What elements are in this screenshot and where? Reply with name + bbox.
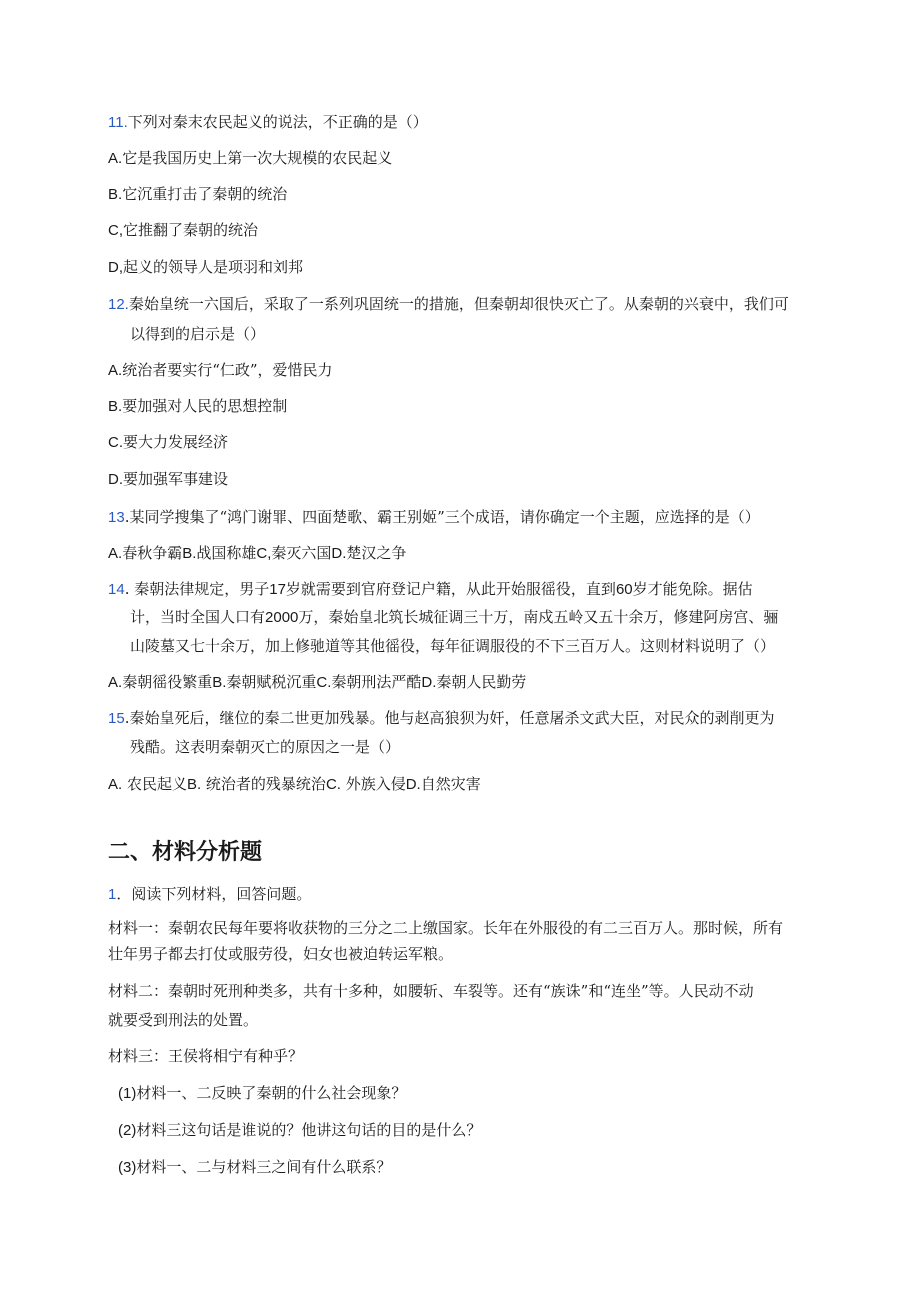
option-b: B.要加强对人民的思想控制 [108,397,288,415]
material-1-cont: 壮年男子都去打仗或服劳役，妇女也被迫转运军粮。 [108,945,454,963]
question-12-stem: 12.秦始皇统一六国后，采取了一系列巩固统一的措施，但秦朝却很快灭亡了。从秦朝的兴衰中，我们可 [108,295,789,313]
material-1: 材料一：秦朝农民每年要将收获物的三分之二上缴国家。长年在外服役的有二三百万人。那时候，所有 [108,919,784,937]
material-2-cont: 就要受到刑法的处置。 [108,1011,259,1029]
question-11-stem: 11.下列对秦末农民起义的说法，不正确的是（） [108,113,428,131]
section-heading: 二、材料分析题 [108,840,263,865]
section2-question-1-stem: 1．阅读下列材料，回答问题。 [108,885,312,903]
question-13-stem: 13.某同学搜集了“鸿门谢罪、四面楚歌、霸王别姬”三个成语，请你确定一个主题，应选择的是（） [108,508,760,526]
question-13-options: A.春秋争霸B.战国称雄C,秦灭六国D.楚汉之争 [108,544,407,562]
option-c: C.要大力发展经济 [108,433,229,451]
question-number: 13 [108,509,125,526]
question-12-stem-cont: 以得到的启示是（） [130,325,266,343]
option-a: A.它是我国历史上第一次大规模的农民起义 [108,149,393,167]
option-d: D.要加强军事建设 [108,470,229,488]
question-14-options: A.秦朝徭役繁重B.秦朝赋税沉重C.秦朝刑法严酷D.秦朝人民勤劳 [108,673,527,691]
question-number: 11. [108,114,128,131]
question-14-stem-cont: 计，当时全国人口有2000万，秦始皇北筑长城征调三十万，南戍五岭又五十余万，修建阿房宫、骊 [130,608,779,626]
sub-question-2: (2)材料三这句话是谁说的？他讲这句话的目的是什么？ [118,1121,482,1139]
material-3: 材料三：王侯将相宁有种乎？ [108,1047,304,1065]
question-15-stem: 15.秦始皇死后，继位的秦二世更加残暴。他与赵高狼狈为奸，任意屠杀文武大臣，对民众的剥削更为 [108,709,775,727]
option-c: C,它推翻了秦朝的统治 [108,221,259,239]
question-number: 12. [108,296,129,313]
sub-question-3: (3)材料一、二与材料三之间有什么联系？ [118,1158,392,1176]
question-number: 15 [108,710,125,727]
sub-question-1: (1)材料一、二反映了秦朝的什么社会现象？ [118,1084,407,1102]
question-number: 14 [108,581,125,598]
question-15-stem-cont: 残酷。这表明秦朝灭亡的原因之一是（） [130,738,401,756]
option-b: B.它沉重打击了秦朝的统治 [108,185,288,203]
question-15-options: A. 农民起义B. 统治者的残暴统治C. 外族入侵D.自然灾害 [108,775,481,793]
question-14-stem: 14. 秦朝法律规定，男子17岁就需要到官府登记户籍，从此开始服徭役，直到60岁才能免除。据估 [108,580,753,598]
material-2: 材料二：秦朝时死刑种类多，共有十多种，如腰斩、车裂等。还有“族诛”和“连坐”等。人民动不动 [108,982,754,1000]
question-number: 1 [108,886,117,903]
option-d: D,起义的领导人是项羽和刘邦 [108,258,304,276]
question-14-stem-cont: 山陵墓又七十余万，加上修驰道等其他徭役，每年征调服役的不下三百万人。这则材料说明了（） [130,637,776,655]
option-a: A.统治者要实行“仁政”，爱惜民力 [108,361,333,379]
